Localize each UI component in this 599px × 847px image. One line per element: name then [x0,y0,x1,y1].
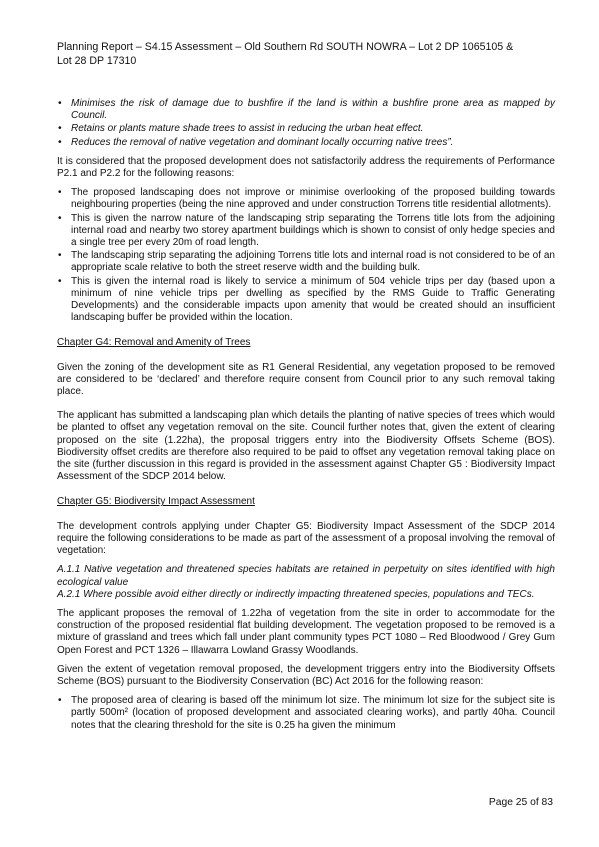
header-line-1: Planning Report – S4.15 Assessment – Old Southern Rd SOUTH NOWRA – Lot 2 DP 1065105 & [57,41,514,53]
objectives-list [57,98,555,149]
list-item: • This is given the internal road is likely to service a minimum of 504 vehicle trips per day (based upon a minimum of nine vehicle trips per dwelling as specified by the RMS Guide to Traffic Generating Developments) and the considerable impacts upon amenity that would be created should an insufficient landscaping buffer be provided within the location. [57,276,555,325]
list-item: • Reduces the removal of native vegetation and dominant locally occurring native trees”. [57,137,555,149]
paragraph-g4-landscaping: The applicant has submitted a landscaping plan which details the planting of native species of trees which would be planted to offset any vegetation removal on the site. Council further notes that, given the extent of clearing proposed on the site (1.22ha), the proposal triggers entry into the Biodiversity Offsets Scheme (BOS). Biodiversity offset credits are therefore also required to be paid to offset any vegetation removal taking place on the site (further discussion in this regard is provided in the assessment against Chapter G5 : Biodiversity Impact Assessment of the SDCP 2014 below. [57,410,555,483]
paragraph-g4-zoning: Given the zoning of the development site as R1 General Residential, any vegetation proposed to be removed are considered to be ‘declared’ and therefore require consent from Council prior to any such removal taking place. [57,361,555,398]
list-item: • Retains or plants mature shade trees to assist in reducing the urban heat effect. [57,123,555,135]
heading-chapter-g5: Chapter G5: Biodiversity Impact Assessment [57,496,255,508]
list-item: • This is given the narrow nature of the landscaping strip separating the Torrens title lots from the adjoining internal road and nearby two storey apartment buildings which is shown to consist of only hedge species and a single tree per every 20m of road length. [57,213,555,250]
list-item: • The proposed landscaping does not improve or minimise overlooking of the proposed building towards neighbouring properties (being the nine approved and under construction Torrens title residential allotments). [57,187,555,211]
paragraph-g5-bos: Given the extent of vegetation removal proposed, the development triggers entry into the Biodiversity Offsets Scheme (BOS) pursuant to the Biodiversity Conservation (BC) Act 2016 for the following reason: [57,663,555,687]
paragraph-g5-controls: The development controls applying under Chapter G5: Biodiversity Impact Assessment of the SDCP 2014 require the following considerations to be made as part of the assessment of a proposal involving the removal of vegetation: [57,520,555,557]
control-a21: A.2.1 Where possible avoid either directly or indirectly impacting threatened species, populations and TECs. [57,588,535,600]
page-number: Page 25 of 83 [488,797,553,808]
header-line-2: Lot 28 DP 17310 [57,54,137,67]
list-item: • Minimises the risk of damage due to bushfire if the land is within a bushfire prone area as mapped by Council. [57,98,555,122]
paragraph-not-satisfy: It is considered that the proposed development does not satisfactorily address the requirements of Performance P2.1 and P2.2 for the following reasons: [57,155,555,180]
report-body [57,98,555,732]
heading-chapter-g4: Chapter G4: Removal and Amenity of Trees [57,337,251,349]
list-item: • The landscaping strip separating the adjoining Torrens title lots and internal road is not considered to be of an appropriate scale relative to both the street reserve width and the building bulk. [57,250,555,274]
bos-reason-list [57,695,555,732]
control-a11: A.1.1 Native vegetation and threatened species habitats are retained in perpetuity on sites identified with high ecological value [57,564,555,588]
reasons-list [57,187,555,324]
paragraph-g5-removal: The applicant proposes the removal of 1.22ha of vegetation from the site in order to accommodate for the construction of the proposed residential flat building development. The vegetation proposed to be removed is a mixture of grassland and trees which fall under plant community types PCT 1080 – Red Bloodwood / Grey Gum Open Forest and PCT 1326 – Illawarra Lowland Grassy Woodlands. [57,607,555,656]
page-header [57,41,555,68]
list-item: • The proposed area of clearing is based off the minimum lot size. The minimum lot size for the subject site is partly 500m² (location of proposed development and associated clearing works), and partly 40ha. Council notes that the clearing threshold for the site is 0.25 ha given the minimum [57,695,555,732]
